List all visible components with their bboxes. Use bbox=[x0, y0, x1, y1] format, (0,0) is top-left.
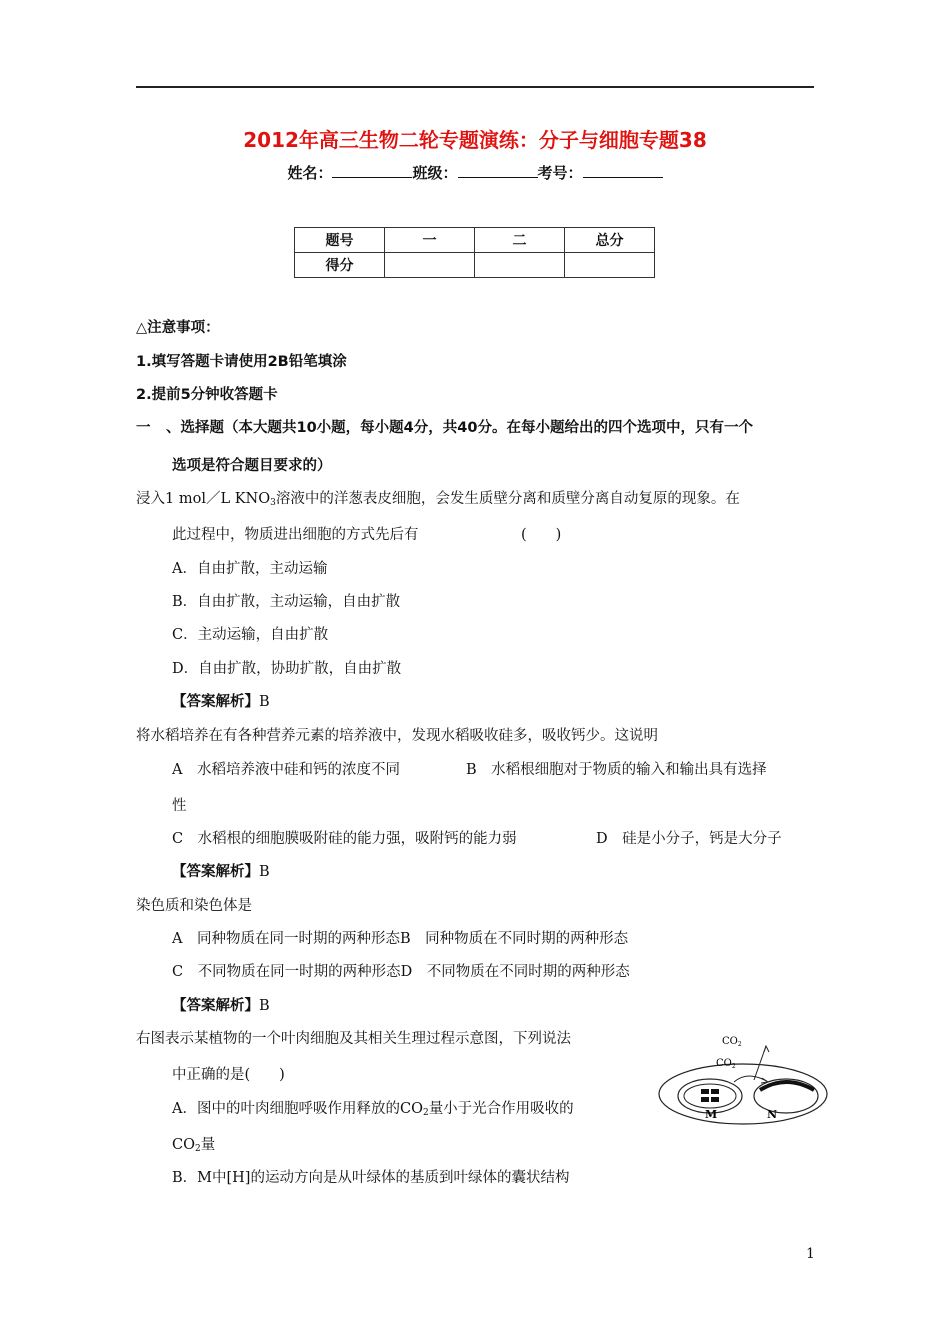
question-3-options-cd: C 不同物质在同一时期的两种形态D 不同物质在不同时期的两种形态 bbox=[172, 964, 630, 980]
co2-label-mid: $CO_2$ bbox=[716, 1058, 736, 1070]
question-1-stem bbox=[136, 489, 740, 513]
chloroplast-n bbox=[754, 1079, 818, 1113]
score-cell[interactable] bbox=[385, 253, 475, 278]
header-rule bbox=[136, 86, 814, 88]
number-blank[interactable] bbox=[583, 163, 663, 178]
question-2-option-d: D 硅是小分子，钙是大分子 bbox=[596, 831, 782, 847]
student-info-fields bbox=[0, 162, 950, 183]
name-blank[interactable] bbox=[332, 163, 412, 178]
question-2-option-b: B 水稻根细胞对于物质的输入和输出具有选择 bbox=[466, 762, 767, 778]
stem-text: 溶液中的洋葱表皮细胞，会发生质壁分离和质壁分离自动复原的现象。在 bbox=[275, 491, 740, 507]
question-3-options-ab: A 同种物质在同一时期的两种形态B 同种物质在不同时期的两种形态 bbox=[172, 931, 629, 947]
question-2-stem: 将水稻培养在有各种营养元素的培养液中，发现水稻吸收硅多，吸收钙少。这说明 bbox=[136, 728, 658, 744]
score-cell[interactable] bbox=[565, 253, 655, 278]
question-2-option-b-cont: 性 bbox=[172, 798, 187, 814]
question-1-stem-cont: 此过程中，物质进出细胞的方式先后有 bbox=[172, 527, 419, 543]
cristae-block bbox=[711, 1089, 719, 1094]
class-blank[interactable] bbox=[458, 163, 538, 178]
question-3-stem: 染色质和染色体是 bbox=[136, 898, 252, 914]
document-title: 2012年高三生物二轮专题演练：分子与细胞专题38 bbox=[243, 128, 707, 152]
question-4-stem-cont: 中正确的是( ) bbox=[172, 1067, 285, 1083]
question-4-stem: 右图表示某植物的一个叶肉细胞及其相关生理过程示意图，下列说法 bbox=[136, 1031, 571, 1047]
answer-label: 【答案解析】 bbox=[172, 864, 259, 880]
page-number: 1 bbox=[806, 1246, 815, 1262]
mitochondrion-inner bbox=[684, 1084, 736, 1108]
option-text: 量小于光合作用吸收的 bbox=[428, 1101, 574, 1117]
section-heading: 、选择题（本大题共10小题，每小题4分，共40分。在每小题给出的四个选项中，只有一个 bbox=[166, 420, 753, 436]
arrowhead-icon bbox=[764, 1046, 769, 1052]
cristae-block bbox=[711, 1097, 719, 1102]
question-1-option-d: D．自由扩散，协助扩散，自由扩散 bbox=[172, 661, 402, 677]
label-m: M bbox=[705, 1108, 718, 1121]
question-1-option-a: A．自由扩散，主动运输 bbox=[172, 561, 328, 577]
option-text: 量 bbox=[200, 1137, 216, 1153]
score-table-score-row bbox=[295, 253, 655, 278]
question-4-option-a-cont bbox=[172, 1135, 215, 1159]
label-n: N bbox=[767, 1108, 778, 1121]
answer-value: B bbox=[259, 864, 270, 880]
question-4-option-b: B．M中[H]的运动方向是从叶绿体的基质到叶绿体的囊状结构 bbox=[172, 1170, 570, 1186]
question-1-answer bbox=[172, 692, 270, 712]
subscript: 2 bbox=[194, 1144, 201, 1154]
answer-label: 【答案解析】 bbox=[172, 694, 259, 710]
notes-heading: △注意事项： bbox=[136, 320, 220, 336]
answer-parentheses: ( ) bbox=[521, 527, 562, 543]
subscript: 2 bbox=[422, 1108, 429, 1118]
answer-label: 【答案解析】 bbox=[172, 998, 259, 1014]
stem-text: 浸入1 mol／L KNO bbox=[136, 491, 271, 507]
question-4-option-a bbox=[172, 1099, 574, 1123]
score-header-cell: 题号 bbox=[295, 228, 385, 253]
question-1-option-b: B．自由扩散，主动运输，自由扩散 bbox=[172, 594, 401, 610]
cristae-block bbox=[701, 1089, 709, 1094]
question-2-option-a: A 水稻培养液中硅和钙的浓度不同 bbox=[172, 762, 400, 778]
score-table-header-row bbox=[295, 228, 655, 253]
section-heading-cont: 选项是符合题目要求的） bbox=[172, 458, 332, 474]
leaf-cell-diagram bbox=[656, 1030, 830, 1126]
question-2-option-c: C 水稻根的细胞膜吸附硅的能力强，吸附钙的能力弱 bbox=[172, 831, 517, 847]
option-text: CO bbox=[172, 1137, 195, 1153]
score-row-label: 得分 bbox=[295, 253, 385, 278]
cristae-block bbox=[701, 1097, 709, 1102]
note-item: 2.提前5分钟收答题卡 bbox=[136, 387, 278, 403]
answer-value: B bbox=[259, 998, 270, 1014]
note-item: 1.填写答题卡请使用2B铅笔填涂 bbox=[136, 354, 347, 370]
co2-label-top: $CO_2$ bbox=[722, 1036, 742, 1048]
option-text: A．图中的叶肉细胞呼吸作用释放的CO bbox=[172, 1101, 423, 1117]
score-cell[interactable] bbox=[475, 253, 565, 278]
score-header-cell: 一 bbox=[385, 228, 475, 253]
question-1-option-c: C．主动运输，自由扩散 bbox=[172, 627, 329, 643]
score-header-cell: 二 bbox=[475, 228, 565, 253]
score-table bbox=[294, 227, 655, 278]
question-3-answer bbox=[172, 996, 270, 1016]
section-number: 一 bbox=[136, 420, 151, 436]
number-label: 考号： bbox=[537, 164, 583, 182]
question-2-answer bbox=[172, 862, 270, 882]
answer-value: B bbox=[259, 694, 270, 710]
class-label: 班级： bbox=[412, 164, 458, 182]
subscript: 3 bbox=[270, 498, 276, 508]
name-label: 姓名： bbox=[287, 164, 333, 182]
score-header-cell: 总分 bbox=[565, 228, 655, 253]
